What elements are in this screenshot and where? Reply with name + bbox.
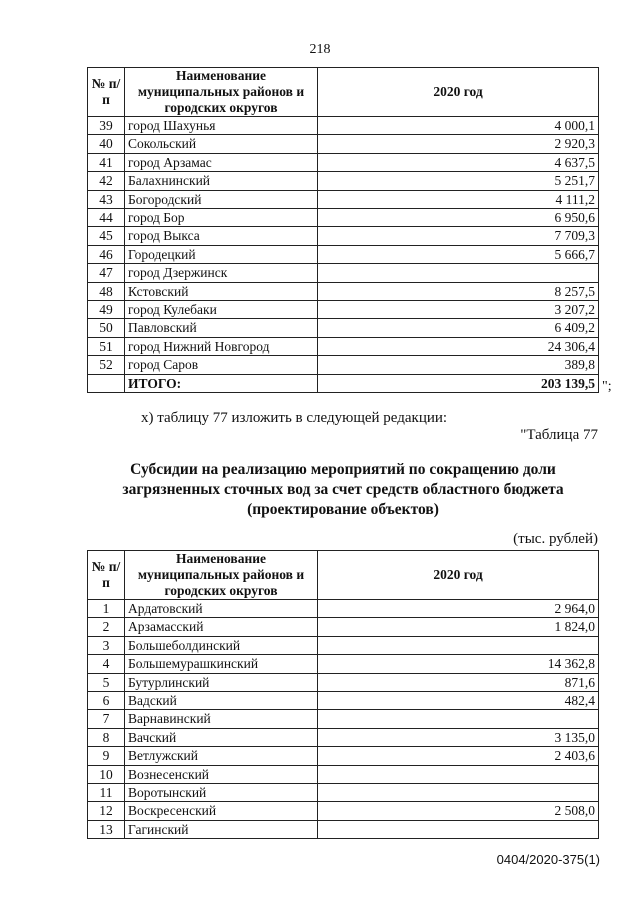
total-label: ИТОГО: — [125, 374, 318, 392]
table-row — [88, 337, 599, 355]
header-year: 2020 год — [318, 551, 599, 600]
row-name: город Нижний Новгород — [125, 337, 318, 355]
row-name: Бутурлинский — [125, 673, 318, 691]
row-name: Городецкий — [125, 245, 318, 263]
row-number: 1 — [88, 600, 125, 618]
row-number: 39 — [88, 117, 125, 135]
row-value: 4 111,2 — [318, 190, 599, 208]
table-row — [88, 784, 599, 802]
table-row — [88, 319, 599, 337]
row-number: 45 — [88, 227, 125, 245]
row-name: Ветлужский — [125, 747, 318, 765]
row-number: 11 — [88, 784, 125, 802]
row-name: Гагинский — [125, 820, 318, 838]
table-row — [88, 245, 599, 263]
table-row — [88, 356, 599, 374]
document-code: 0404/2020-375(1) — [496, 852, 600, 867]
row-name: Большемурашкинский — [125, 655, 318, 673]
row-name: Вознесенский — [125, 765, 318, 783]
row-value — [318, 765, 599, 783]
row-number: 46 — [88, 245, 125, 263]
row-number: 47 — [88, 264, 125, 282]
row-number: 6 — [88, 692, 125, 710]
table-label: "Таблица 77 — [520, 427, 598, 443]
table-title: Субсидии на реализацию мероприятий по сокращению доли загрязненных сточных вод за счет средств областного бюджета (проектирование объектов) — [122, 461, 564, 518]
header-name: Наименование муниципальных районов и городских округов — [125, 68, 318, 117]
row-name: Большеболдинский — [125, 636, 318, 654]
row-number: 44 — [88, 209, 125, 227]
row-name: Балахнинский — [125, 172, 318, 190]
row-value — [318, 784, 599, 802]
unit-label: (тыс. рублей) — [513, 531, 598, 547]
row-name: город Шахунья — [125, 117, 318, 135]
closing-quote: "; — [602, 379, 612, 394]
row-name: Кстовский — [125, 282, 318, 300]
table-row — [88, 710, 599, 728]
table-row — [88, 301, 599, 319]
table-77 — [87, 550, 599, 839]
row-name: Сокольский — [125, 135, 318, 153]
row-value — [318, 264, 599, 282]
table-row — [88, 190, 599, 208]
row-value: 2 964,0 — [318, 600, 599, 618]
table-row — [88, 264, 599, 282]
row-value: 1 824,0 — [318, 618, 599, 636]
total-row — [88, 374, 599, 392]
row-name: Ардатовский — [125, 600, 318, 618]
row-number: 8 — [88, 728, 125, 746]
row-name: Павловский — [125, 319, 318, 337]
row-name: Варнавинский — [125, 710, 318, 728]
row-value — [318, 820, 599, 838]
row-number: 52 — [88, 356, 125, 374]
row-number: 3 — [88, 636, 125, 654]
row-number: 49 — [88, 301, 125, 319]
table-header-row — [88, 68, 599, 117]
header-name: Наименование муниципальных районов и городских округов — [125, 551, 318, 600]
table-row — [88, 153, 599, 171]
row-number: 50 — [88, 319, 125, 337]
row-value: 14 362,8 — [318, 655, 599, 673]
row-name: Воскресенский — [125, 802, 318, 820]
table-row — [88, 636, 599, 654]
row-value: 5 666,7 — [318, 245, 599, 263]
table-row — [88, 209, 599, 227]
table-row — [88, 655, 599, 673]
table-row — [88, 820, 599, 838]
total-empty-cell — [88, 374, 125, 392]
row-value: 2 508,0 — [318, 802, 599, 820]
row-value: 3 207,2 — [318, 301, 599, 319]
table-row — [88, 692, 599, 710]
row-number: 48 — [88, 282, 125, 300]
row-value — [318, 710, 599, 728]
row-value: 6 409,2 — [318, 319, 599, 337]
table-row — [88, 747, 599, 765]
table-row — [88, 600, 599, 618]
row-value: 5 251,7 — [318, 172, 599, 190]
table-row — [88, 618, 599, 636]
row-number: 10 — [88, 765, 125, 783]
row-number: 5 — [88, 673, 125, 691]
table-row — [88, 172, 599, 190]
row-name: Вачский — [125, 728, 318, 746]
page-number: 218 — [309, 42, 331, 57]
row-value: 482,4 — [318, 692, 599, 710]
table-body — [88, 600, 599, 839]
row-name: город Выкса — [125, 227, 318, 245]
row-name: город Арзамас — [125, 153, 318, 171]
row-name: город Саров — [125, 356, 318, 374]
table-row — [88, 117, 599, 135]
row-name: Вадский — [125, 692, 318, 710]
row-name: Воротынский — [125, 784, 318, 802]
row-value: 4 637,5 — [318, 153, 599, 171]
row-number: 41 — [88, 153, 125, 171]
row-number: 4 — [88, 655, 125, 673]
row-value: 2 920,3 — [318, 135, 599, 153]
table-row — [88, 728, 599, 746]
row-value: 871,6 — [318, 673, 599, 691]
row-number: 12 — [88, 802, 125, 820]
row-value — [318, 636, 599, 654]
row-value: 7 709,3 — [318, 227, 599, 245]
row-number: 13 — [88, 820, 125, 838]
row-name: город Дзержинск — [125, 264, 318, 282]
row-name: город Бор — [125, 209, 318, 227]
row-name: город Кулебаки — [125, 301, 318, 319]
table-row — [88, 765, 599, 783]
table-row — [88, 802, 599, 820]
row-value: 3 135,0 — [318, 728, 599, 746]
total-value: 203 139,5 — [318, 374, 599, 392]
table-header-row — [88, 551, 599, 600]
row-name: Богородский — [125, 190, 318, 208]
row-number: 42 — [88, 172, 125, 190]
header-year: 2020 год — [318, 68, 599, 117]
table-row — [88, 227, 599, 245]
row-value: 24 306,4 — [318, 337, 599, 355]
row-name: Арзамасский — [125, 618, 318, 636]
row-value: 389,8 — [318, 356, 599, 374]
row-number: 9 — [88, 747, 125, 765]
table-row — [88, 135, 599, 153]
row-value: 8 257,5 — [318, 282, 599, 300]
table-row — [88, 282, 599, 300]
header-number: № п/п — [88, 68, 125, 117]
table-body — [88, 117, 599, 375]
row-number: 2 — [88, 618, 125, 636]
row-number: 51 — [88, 337, 125, 355]
row-value: 4 000,1 — [318, 117, 599, 135]
row-value: 6 950,6 — [318, 209, 599, 227]
table-row — [88, 673, 599, 691]
row-number: 43 — [88, 190, 125, 208]
instruction-text: х) таблицу 77 изложить в следующей редакции: — [141, 410, 448, 426]
table-subsidies-continued — [87, 67, 599, 393]
row-value: 2 403,6 — [318, 747, 599, 765]
row-number: 40 — [88, 135, 125, 153]
header-number: № п/п — [88, 551, 125, 600]
row-number: 7 — [88, 710, 125, 728]
